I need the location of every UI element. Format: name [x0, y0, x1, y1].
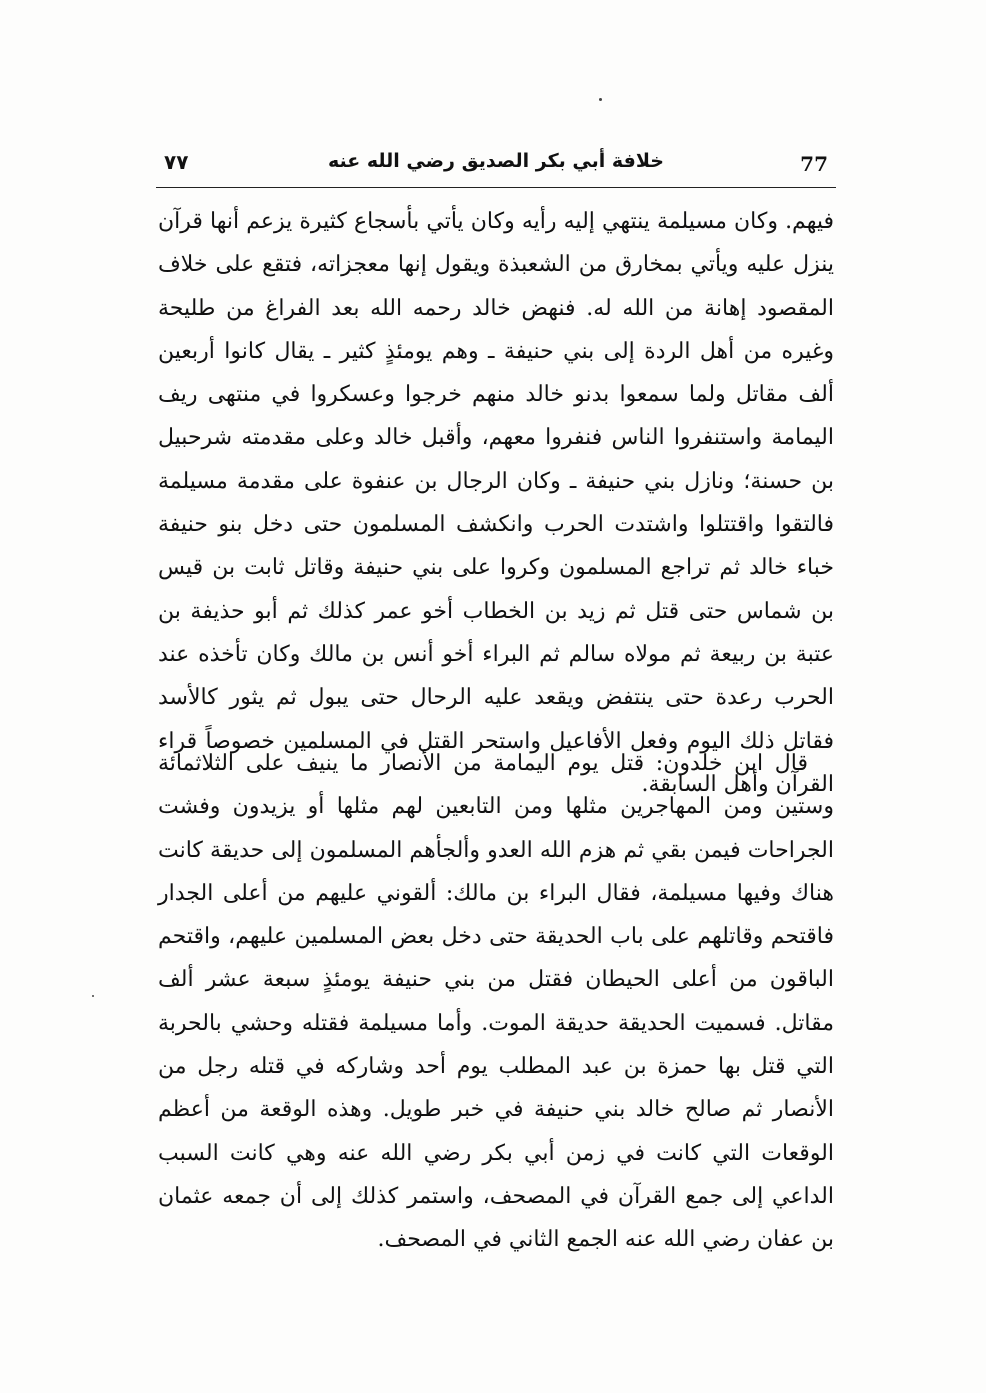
scan-speck	[92, 995, 94, 997]
page-number-arabic: ٧٧	[164, 150, 189, 174]
paragraph-2: قال ابن خلدون: قتل يوم اليمامة من الأنصار ما ينيف على الثلاثمائة وستين ومن المهاجرين مثلها ومن التابعين لهم مثلها أو يزيدون وفشت الجراحات فيمن بقي ثم هزم الله العدو وألجأهم المسلمون إلى حديقة كانت هناك وفيها مسيلمة، فقال البراء بن مالك: ألقوني عليهم من أعلى الجدار فاقتحم وقاتلهم على باب الحديقة حتى دخل بعض المسلمين عليهم، واقتحم الباقون من أعلى الحيطان فقتل من بني حنيفة يومئذٍ سبعة عشر ألف مقاتل. فسميت الحديقة حديقة الموت. وأما مسيلمة فقتله وحشي بالحربة التي قتل بها حمزة بن عبد المطلب يوم أحد وشاركه في قتله رجل من الأنصار ثم صالح خالد بني حنيفة في خبر طويل. وهذه الوقعة من أعظم الوقعات التي كانت في زمن أبي بكر رضي الله عنه وهي كانت السبب الداعي إلى جمع القرآن في المصحف، واستمر كذلك إلى أن جمعه عثمان بن عفان رضي الله عنه الجمع الثاني في المصحف.	[158, 751, 834, 1253]
paragraph-1: فيهم. وكان مسيلمة ينتهي إليه رأيه وكان يأتي بأسجاع كثيرة يزعم أنها قرآن ينزل عليه ويأتي بمخارق من الشعبذة ويقول إنها معجزاته، فتقع على خلاف المقصود إهانة من الله له. فنهض خالد رحمه الله بعد الفراغ من طليحة وغيره من أهل الردة إلى بني حنيفة ـ وهم يومئذٍ كثير ـ يقال كانوا أربعين ألف مقاتل ولما سمعوا بدنو خالد منهم خرجوا وعسكروا في منتهى ريف اليمامة واستنفروا الناس فنفروا معهم، وأقبل خالد وعلى مقدمته شرحبيل بن حسنة؛ ونازل بني حنيفة ـ وكان الرجال بن عنفوة على مقدمة مسيلمة فالتقوا واقتتلوا واشتدت الحرب وانكشف المسلمون حتى دخل بنو حنيفة خباء خالد ثم تراجع المسلمون وكروا على بني حنيفة وقاتل ثابت بن قيس بن شماس حتى قتل ثم زيد بن الخطاب أخو عمر كذلك ثم أبو حذيفة بن عتبة بن ربيعة ثم مولاه سالم ثم البراء أخو أنس بن مالك وكان تأخذه عند الحرب رعدة حتى ينتفض ويقعد عليه الرحال حتى يبول ثم يثور كالأسد فقاتل ذلك اليوم وفعل الأفاعيل واستحر القتل في المسلمين خصوصاً قراء القرآن وأهل السابقة.	[158, 209, 834, 797]
running-title: خلافة أبي بكر الصديق رضي الله عنه	[328, 150, 664, 172]
page-number: 77	[800, 152, 828, 176]
header-rule	[156, 187, 836, 188]
scan-speck	[599, 98, 602, 101]
page-header	[156, 150, 836, 186]
